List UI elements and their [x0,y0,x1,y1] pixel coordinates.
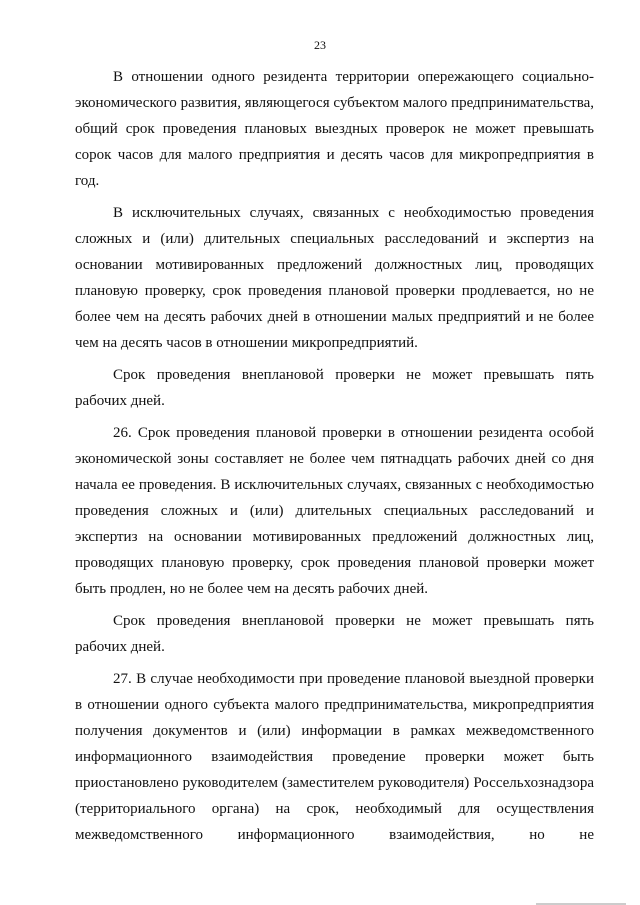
paragraph-item-26: 26. Срок проведения плановой проверки в отношении резидента особой экономической зоны составляет не более чем пятнадцать рабочих дней со дня начала ее проведения. В исключительных случаях, связанных с необходимостью проведения сложных и (или) длительных специальных расследований и экспертиз на основании мотивированных предложений должностных лиц, проводящих плановую проверку, срок проведения плановой проверки может быть продлен, но не более чем на десять рабочих дней. [75,425,594,597]
page-number: 23 [314,38,326,52]
document-body [75,64,594,848]
paragraph-unscheduled-inspection: Срок проведения внеплановой проверки не может превышать пять рабочих дней. [75,367,594,409]
paragraph-item-27: 27. В случае необходимости при проведение плановой выездной проверки в отношении одного субъекта малого предпринимательства, микропредприятия получения документов и (или) информации в рамках межведомственного информационного взаимодействия проведение проверки может быть приостановлено руководителем (заместителем руководителя) Россельхознадзора (территориального органа) на срок, необходимый для осуществления межведомственного информационного взаимодействия, но не [75,671,594,843]
paragraph-resident-tor: В отношении одного резидента территории опережающего социально-экономического развития, являющегося субъектом малого предпринимательства, общий срок проведения плановых выездных проверок не может превышать сорок часов для малого предприятия и десять часов для микропредприятия в год. [75,69,594,189]
paragraph-unscheduled-inspection-2: Срок проведения внеплановой проверки не может превышать пять рабочих дней. [75,613,594,655]
paragraph-exceptional-cases: В исключительных случаях, связанных с необходимостью проведения сложных и (или) длительных специальных расследований и экспертиз на основании мотивированных предложений должностных лиц, проводящих плановую проверку, срок проведения плановой проверки продлевается, но не более чем на десять рабочих дней в отношении малых предприятий и не более чем на десять часов в отношении микропредприятий. [75,205,594,351]
